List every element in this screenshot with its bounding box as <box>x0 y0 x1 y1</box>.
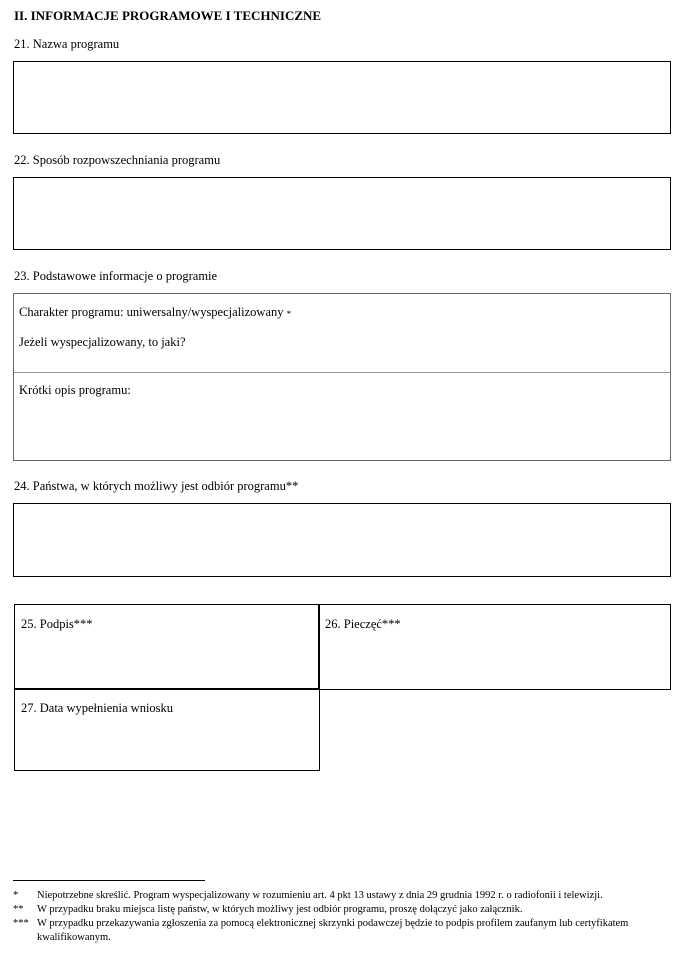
footnote-2 <box>13 903 679 917</box>
footnote-separator <box>13 880 205 881</box>
field-21-label: 21. Nazwa programu <box>14 37 120 51</box>
field-24-label: 24. Państwa, w których możliwy jest odbiór programu** <box>14 479 299 493</box>
footnote-2-mark: ** <box>13 904 24 915</box>
field-25-label: 25. Podpis*** <box>21 617 93 631</box>
footnote-3-text: W przypadku przekazywania zgłoszenia za pomocą elektronicznej skrzynki podawczej będzie to podpis profilem zaufanym lub certyfikatem kwalifikowanym. <box>37 918 629 943</box>
field-26-label: 26. Pieczęć*** <box>325 617 401 631</box>
footnote-1 <box>13 889 679 903</box>
field-23-label: 23. Podstawowe informacje o programie <box>14 269 218 283</box>
section-title: II. INFORMACJE PROGRAMOWE I TECHNICZNE <box>14 8 322 23</box>
footnote-3-mark: *** <box>13 918 29 929</box>
divider <box>14 372 670 373</box>
footnote-1-mark: * <box>13 890 19 901</box>
distribution-method-field[interactable] <box>13 177 671 250</box>
program-description-label: Krótki opis programu: <box>19 383 131 397</box>
program-info-box <box>13 293 671 461</box>
program-character-label: Charakter programu: uniwersalny/wyspecjalizowany * <box>19 305 292 319</box>
specialized-question-label: Jeżeli wyspecjalizowany, to jaki? <box>19 335 186 349</box>
reception-countries-field[interactable] <box>13 503 671 577</box>
field-22-label: 22. Sposób rozpowszechniania programu <box>14 153 221 167</box>
footnote-1-text: Niepotrzebne skreślić. Program wyspecjalizowany w rozumieniu art. 4 pkt 13 ustawy z dnia 29 grudnia 1992 r. o radiofonii i telewizji. <box>37 890 603 901</box>
fill-date-field[interactable] <box>14 688 320 771</box>
stamp-field[interactable] <box>318 604 671 690</box>
footnote-2-text: W przypadku braku miejsca listę państw, w których możliwy jest odbiór programu, proszę dołączyć jako załącznik. <box>37 904 523 915</box>
signature-field[interactable] <box>14 604 320 690</box>
program-name-field[interactable] <box>13 61 671 134</box>
field-27-label: 27. Data wypełnienia wniosku <box>21 701 174 715</box>
footnote-3 <box>13 917 679 945</box>
